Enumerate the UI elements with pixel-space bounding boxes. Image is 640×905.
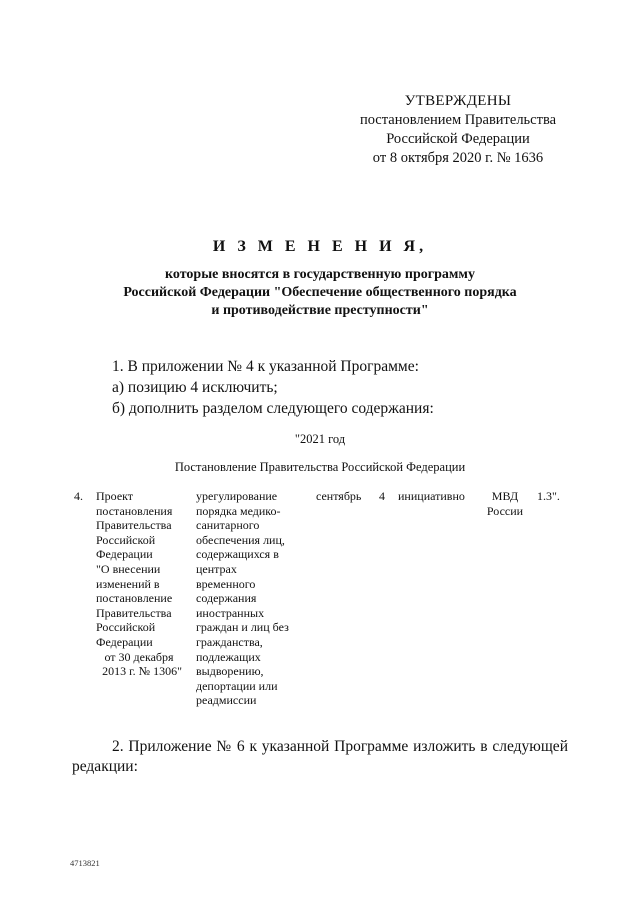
section-year: "2021 год [294,432,346,446]
heading-subtitle-line: которые вносятся в государственную программу [165,267,475,282]
row-name-line: Правительства [96,605,172,620]
row-name-line: от 30 декабря [104,649,174,664]
heading-title: И З М Е Н Е Н И Я, [212,238,428,255]
row-name-line: Проект [96,489,134,503]
row-goal-line: порядка медико- [196,503,281,518]
row-goal-line: центрах [196,561,237,576]
row-name-line: постановление [96,591,173,606]
paragraph-final-line: редакции: [72,758,138,775]
row-name-line: Правительства [96,518,172,533]
row-goal-line: граждан и лиц без [196,620,289,635]
paragraph-2: а) позицию 4 исключить; [112,379,278,396]
paragraph-final [72,737,568,777]
approval-line: постановлением Правительства [359,112,557,128]
row-name-line: Федерации [96,547,153,562]
row-goal-line: содержания [196,591,257,606]
row-quantity: 4 [379,489,385,503]
heading-subtitle-line: Российской Федерации "Обеспечение общественного порядка [123,285,517,300]
row-kind: инициативно [398,489,465,503]
paragraph-3: б) дополнить разделом следующего содержания: [112,400,434,417]
row-name-line: изменений в [96,576,160,591]
row-goal-line: обеспечения лиц, [196,532,285,547]
row-executor-line: России [486,503,524,518]
approval-title: УТВЕРЖДЕНЫ [404,93,512,109]
heading-subtitle-line: и противодействие преступности" [211,303,429,318]
row-name-line: Федерации [96,634,153,649]
row-goal-line: реадмиссии [196,693,257,708]
document-heading [60,238,580,320]
row-executor-line: МВД [491,489,519,503]
row-name-line: Российской [96,532,156,547]
row-name-line: "О внесении [96,561,161,576]
row-date: сентябрь [316,489,362,503]
row-name-cell [96,489,182,679]
approval-line: от 8 октября 2020 г. № 1636 [372,150,544,166]
approval-line: Российской Федерации [386,131,530,147]
document-code: 4713821 [70,858,100,868]
row-executor-cell [482,489,528,518]
row-goal-line: гражданства, [196,634,263,649]
paragraph-1: 1. В приложении № 4 к указанной Программе: [112,358,419,375]
row-code: 1.3". [537,489,560,503]
row-goal-line: выдворению, [196,664,264,679]
row-goal-line: депортации или [196,678,278,693]
section-title: Постановление Правительства Российской Федерации [174,460,466,474]
paragraph-final-line: 2. Приложение № 6 к указанной Программе изложить в следующей [112,738,568,755]
row-goal-line: иностранных [196,605,265,620]
row-name-line: 2013 г. № 1306" [102,664,182,679]
row-name-line: постановления [96,503,173,518]
row-goal-cell [196,489,302,708]
row-goal-line: урегулирование [196,489,278,503]
row-goal-line: подлежащих [196,649,261,664]
row-goal-line: временного [196,576,256,591]
approval-block [340,92,576,168]
row-goal-line: содержащихся в [196,547,279,562]
row-goal-line: санитарного [196,518,260,533]
row-name-line: Российской [96,620,156,635]
row-number: 4. [74,489,83,503]
